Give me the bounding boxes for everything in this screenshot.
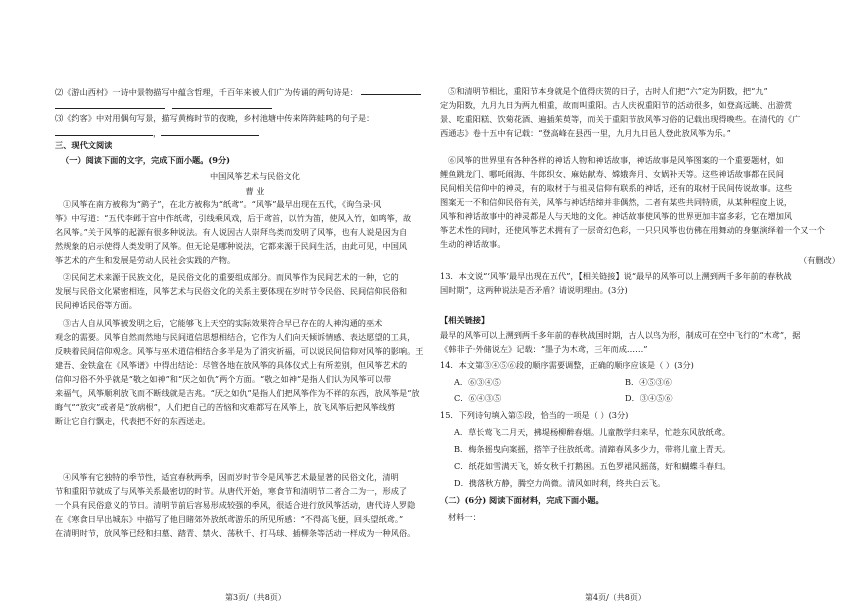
page-footer: 第4页/（共8页） [585,593,646,602]
text-line: 来福气，风筝顺利放飞而不断线就是吉兆。“厌之如仇”是指人们把风筝作为不祥的东西，放风筝是“放 [55,388,420,398]
text-line: ③古人自从风筝被发明之后，它能够飞上天空的实际效果符合早已存在的人神沟通的巫术 [63,318,383,328]
option-d[interactable]: D．③④⑤⑥ [625,393,673,403]
article-title: 中国风筝艺术与民俗文化 [209,171,301,181]
text-line: 鲤鱼跳龙门、哪吒闹海、牛郎织女、麻姑献寿、嫦娥奔月、女娲补天等。这些神话故事都在民间 [440,169,784,179]
text-line: 筝艺术性的同时，还使风筝艺术拥有了一层奇幻色彩，一只只风筝也仿佛在用舞动的身躯演绎着一个又一个 [440,225,825,235]
text-line: 反映着民间信仰观念。风筝与巫术道信相结合多半是为了消灾祈福，可以说民间信仰对风筝的影响。王 [55,346,424,356]
question-3 [55,113,374,124]
answer-blank[interactable] [161,127,259,136]
text-line: ⑥风筝的世界里有各种各样的神话人物和神话故事，神话故事是风筝图案的一个重要题材，如 [448,155,784,165]
question-2-blanks [55,100,272,112]
article-author: 曹 业 [245,186,265,196]
section-heading: 三、现代文阅读 [55,140,113,150]
text-line: 13．本文说“‘风筝’最早出现在五代”，【相关链接】说“最早的风筝可以上溯到两千多年前的春秋战 [440,271,792,281]
text-line: 信仰习俗不外乎就是“敬之如神”和“厌之如仇”两个方面。“敬之如神”是指人们认为风筝可以带 [55,374,392,384]
text-line: 风筝和神话故事中的神灵都是人与天地的文化。神话故事使风筝的世界更加丰富多彩，它在增加风 [440,211,793,221]
text-line: 在清明时节，放风筝已经和扫墓、踏青、禁火、荡秋千、打马球、插柳条等活动一样成为一种风俗。 [55,528,416,538]
option-b[interactable]: B．④⑤③⑥ [625,377,672,387]
text-line: 最早的风筝可以上溯到两千多年前的春秋战国时期，古人以鸟为形，制成可在空中飞行的“木鸢”，据 [440,330,801,340]
question-2 [55,86,421,98]
option-c[interactable]: C．纸花如雪满天飞，娇女秋千打鹅困。五色罗裙风摇荡，好和蝴蝶斗春归。 [454,461,731,471]
text-line: 名风筝。”关于风筝的起源有很多种说法。有人说因古人崇拜鸟类而发明了风筝，也有人说是因为自 [55,227,408,237]
question-3-text: ⑶《约客》中对用偶句写景，描写黄梅时节的夜晚，乡村池塘中传来阵阵蛙鸣的句子是： [55,113,375,123]
part-2-title: （二）(6分) 阅读下面材料，完成下面小题。 [440,495,604,505]
source-note: （有删改） [799,255,840,265]
text-line: 发展与民俗文化紧密相连，风筝艺术与民俗文化的关系主要体现在岁时节令民俗、民间信仰民俗和 [55,286,408,296]
left-page [55,0,455,608]
answer-blank[interactable] [55,100,165,109]
text-line: 观念的需要。风筝自然而然地与民间道信思想相结合，它作为人们向天倾诉情感、表达愿望的工具， [55,332,416,342]
text-line: 晦气”“放灾”或者是“放病根”，人们把自己的苦恼和灾难都写在风筝上，放飞风筝后把风筝线剪 [55,402,396,412]
text-line: 建吾、金铁盒在《风筝谱》中得出结论：尽管各地在放风筝的具体仪式上有所差别，但风筝艺术的 [55,360,408,370]
text-line: ②民间艺术来源于民族文化，是民俗文化的重要组成部分。而风筝作为民间艺术的一种，它的 [63,272,399,282]
question-3-blanks [55,127,259,139]
text-line: ⑤和清明节相比，重阳节本身就是个值得庆贺的日子，古时人们把“六”定为阴数，把“九” [448,86,768,96]
material-1-label: 材料一： [448,512,481,522]
text-line: 一个具有民俗意义的节日。清明节前后容易形成较强的季风，很适合进行放风筝活动，唐代诗人罗隐 [55,500,416,510]
text-line: 民间神话民俗等方面。 [55,300,137,310]
option-b[interactable]: B．梅条摇曳向案摇，搭竿子往放纸鸢。清蹄春风多少力，带将儿童上青天。 [454,444,731,454]
option-c[interactable]: C．⑥④③⑤ [454,393,502,403]
text-line: 图案无一不和信仰民俗有关，风筝与神话结缔并非偶然，二者有某些共同特质，从某种程度上说， [440,197,793,207]
answer-blank[interactable] [55,127,153,136]
option-d[interactable]: D．携落秋方静，腾空力尚微。清风如时利，终共白云飞。 [454,478,666,488]
text-line: 国时期”，这两种说法是否矛盾？请说明理由。(3分) [440,285,628,295]
answer-blank[interactable] [361,86,421,95]
text-line: ④风筝有它独特的季节性，适宜春秋两季，因而岁时节令是风筝艺术最显著的民俗文化，清明 [63,472,399,482]
page-footer: 第3页/（共8页） [225,593,286,602]
text-line: 定为阳数，九月九日为两九相重，故而叫重阳。古人庆祝重阳节的活动很多，如登高远眺、出游赏 [440,100,793,110]
question-15: 15．下列诗句填入第⑤段，恰当的一项是（ ）(3分) [440,410,629,420]
question-14: 14．本文第③④⑤⑥段的顺序需要调整，正确的顺序应该是（ ）(3分) [440,360,694,370]
text-line: 节和重阳节就成了与风筝关系最密切的时节。从唐代开始，寒食节和清明节二者合二为一，形成了 [55,486,408,496]
text-line: 西通志》卷十五中有记载：“登高峰在县西一里，九月九日邑人登此放风筝为乐。” [440,128,731,138]
right-page [440,0,840,608]
question-2-text: ⑵《游山西村》一诗中景物描写中蕴含哲理，千百年来被人们广为传诵的两句诗是： [55,87,358,97]
text-line: 景、吃重阳糕、饮菊花酒、遍插茱萸等，而关于重阳节放风筝习俗的记载出现得晚些。在清代的《广 [440,114,801,124]
comma-separator: ， [153,128,162,138]
text-line: 筝艺术的产生和发展是劳动人民社会实践的产物。 [55,255,236,265]
option-a[interactable]: A．⑥③④⑤ [454,377,501,387]
part-1-title: （一）阅读下面的文字，完成下面小题。(9分) [61,155,231,165]
text-line: 然规象的启示使得人类发明了风筝。但无论是哪种说法，它都来源于民间生活，由此可见，中国风 [55,241,408,251]
text-line: 断让它自行飘走，代表把不好的东西送走。 [55,416,211,426]
text-line: 生动的神话故事。 [440,239,506,249]
text-line: ①风筝在南方被称为“鹞子”，在北方被称为“纸鸢”。“风筝”最早出现在五代，《询刍录·风 [63,199,382,209]
related-link-label: 【相关链接】 [440,315,490,325]
text-line: 《韩非子·外储说左》记载：“墨子为木鸢，三年而成……” [440,344,648,354]
answer-blank[interactable] [172,100,272,109]
text-line: 筝》中写道：“五代李邺于宫中作纸鸢，引线乘风戏，后于鸢首，以竹为笛，使风入竹，如鸣筝，故 [55,213,412,223]
text-line: 在《寒食日早出城东》中描写了他目睹郊外放纸鸢游乐的所见所感：“不得高飞便，回头望纸鸢。” [55,514,404,524]
text-line: 民间相关信仰中的神灵，有的取材于与祖灵信仰有联系的神话，还有的取材于民间传说故事。这些 [440,183,793,193]
option-a[interactable]: A．草长莺飞二月天，拂堤杨柳醉春烟。儿童散学归来早，忙趁东风放纸鸢。 [454,427,731,437]
